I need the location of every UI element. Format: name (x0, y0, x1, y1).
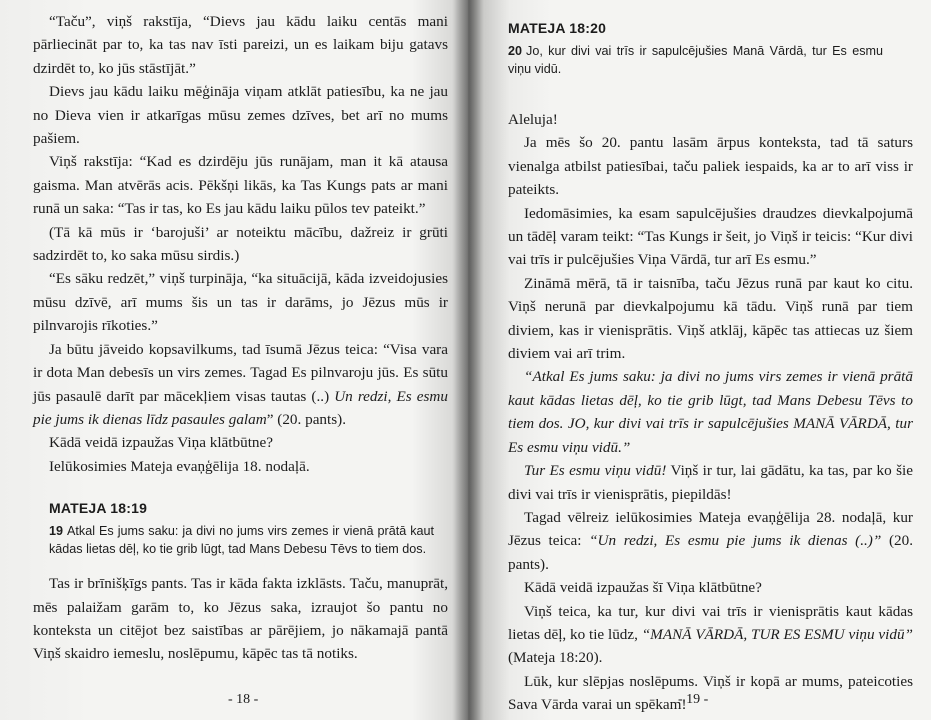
paragraph: Dievs jau kādu laiku mēģināja viņam atklāt patiesību, ka ne jau no Dieva vien ir atkarīgas mūsu zemes dzīves, bet arī no mums pašiem. (33, 83, 448, 148)
question: Kādā veidā izpaužas šī Viņa klātbūtne? (524, 579, 762, 597)
summary-quote-italic: Un redzi, Es esmu pie jums ik dienas līdz pasaules galam (33, 387, 448, 428)
paragraph-text: Viņš teica, ka tur, kur divi vai trīs ir vienisprātis kaut kādas lietas dēļ, ko tie lūdz, (508, 602, 913, 643)
paragraph-text: Tagad vēlreiz ielūkosimies Mateja evaņģēlija 28. nodaļā, kur Jēzus teica: (508, 508, 913, 550)
spacer (508, 92, 913, 108)
paragraph-text-end: (20. pants). (508, 532, 914, 573)
summary-text: Ja būtu jāveido kopsavilkums, tad īsumā Jēzus teica: “Visa vara ir dota Man debesīs un virs zemes. Tagad Es pilnvaroju jūs. Es sūtu jūs pasaulē darīt par mācekļiem visas tautas (..) (33, 340, 448, 405)
verse-text: Atkal Es jums saku: ja divi no jums virs zemes ir vienā prātā kaut kādas lietas dēļ, ko tie grib lūgt, tad Mans Debesu Tēvs to tiem dos. (49, 524, 434, 557)
paragraph: (Tā kā mūs ir ‘barojuši’ ar noteiktu mācību, dažreiz ir grūti sadzirdēt to, ko saka mūsu sirdis.) (33, 223, 448, 265)
summary-paragraph (33, 338, 448, 432)
paragraph: “Taču”, viņš rakstīja, “Dievs jau kādu laiku centās mani pārliecināt par to, ka tas nav īsti pareizi, un es laikam biju gatavs dzirdēt to, ko jūs stāstījāt.” (33, 13, 448, 77)
paragraph: Aleluja! (508, 111, 558, 128)
scripture-block (33, 500, 448, 558)
verse (49, 522, 434, 558)
paragraph (508, 459, 913, 506)
section-title: MATEJA 18:19 (49, 500, 148, 517)
paragraph-text: Viņš ir tur, lai gādātu, ka tas, par ko šie divi vai trīs ir vienisprātis, piepildās! (508, 462, 913, 503)
right-page (468, 0, 931, 720)
paragraph (508, 506, 913, 576)
paragraph-text-end: (Mateja 18:20). (508, 649, 603, 667)
question: Kādā veidā izpaužas Viņa klātbūtne? (49, 434, 273, 452)
scripture-block (508, 20, 913, 78)
section-title: MATEJA 18:20 (508, 20, 607, 36)
quoted-verses: “Atkal Es jums saku: ja divi no jums virs zemes ir vienā prātā kaut kādas lietas dēļ, ko tie grib lūgt, tad Mans Debesu Tēvs to tiem dos. JO, kur divi vai trīs ir sapulcējušies MANĀ VĀRDĀ, tur Es esmu viņu vidū.” (508, 368, 913, 456)
quote-italic: “Un redzi, Es esmu pie jums ik dienas (..)” (589, 532, 882, 550)
paragraph: Ja mēs šo 20. pantu lasām ārpus konteksta, tad tā saturs vienalga atbilst patiesībai, taču paliek iespaids, ka ar to arī viss ir pateikts. (508, 134, 913, 199)
page-number: - 19 - (678, 692, 709, 707)
paragraph: “Es sāku redzēt,” viņš turpināja, “ka situācijā, kāda izveidojusies mūsu dzīvē, arī mums šis un tas ir darāms, jo Jēzus mūs ir pilnvarojis rīkoties.” (33, 270, 448, 335)
verse (508, 42, 883, 78)
verse-number: 20 (508, 44, 523, 58)
quote-italic: “MANĀ VĀRDĀ, TUR ES ESMU viņu vidū” (641, 625, 914, 643)
lead-in: Ielūkosimies Mateja evaņģēlija 18. nodaļā. (49, 457, 310, 475)
paragraph: Zināmā mērā, tā ir taisnība, taču Jēzus runā par kaut ko citu. Viņš nerunā par dievkalpojumu kā tādu. Viņš runā par tiem diviem, kas ir vienisprātis. Viņš atklāj, kāpēc tas attiecas uz šiem diviem vai arī trim. (508, 274, 913, 363)
verse-text: Jo, kur divi vai trīs ir sapulcējušies Manā Vārdā, tur Es esmu viņu vidū. (508, 44, 883, 76)
summary-text-end: ” (20. pants). (266, 410, 347, 428)
paragraph (508, 600, 913, 670)
paragraph: Viņš rakstīja: “Kad es dzirdēju jūs runājam, man it kā atausa gaisma. Man atvērās acis. Pēkšņi likās, ka Tas Kungs pats ar mani runā un saka: “Tas ir tas, ko Es jau kādu laiku pūlos tev pateikt.” (33, 153, 448, 218)
verse-number: 19 (49, 524, 64, 539)
emphasis-italic: Tur Es esmu viņu vidū! (524, 462, 667, 480)
page-number: - 18 - (228, 692, 259, 707)
book-gutter (452, 0, 484, 720)
paragraph: Tas ir brīnišķīgs pants. Tas ir kāda fakta izklāsts. Taču, manuprāt, mēs palaižam garām to, ko Jēzus saka, izraujot šo pantu no konteksta un citējot bez saistības ar pārējiem, jo nākamajā pantā Viņš skaidro iemeslu, noslēpumu, kāpēc tas tā notiks. (33, 575, 448, 663)
paragraph: Iedomāsimies, ka esam sapulcējušies draudzes dievkalpojumā un tādēļ varam teikt: “Tas Kungs ir šeit, jo Viņš ir teicis: “Kur divi vai trīs ir pulcējušies Viņa Vārdā, tur arī Es esmu.” (508, 204, 913, 269)
paragraph: Lūk, kur slēpjas noslēpums. Viņš ir kopā ar mums, pateicoties Sava Vārda varai un spēkam! (508, 672, 913, 714)
